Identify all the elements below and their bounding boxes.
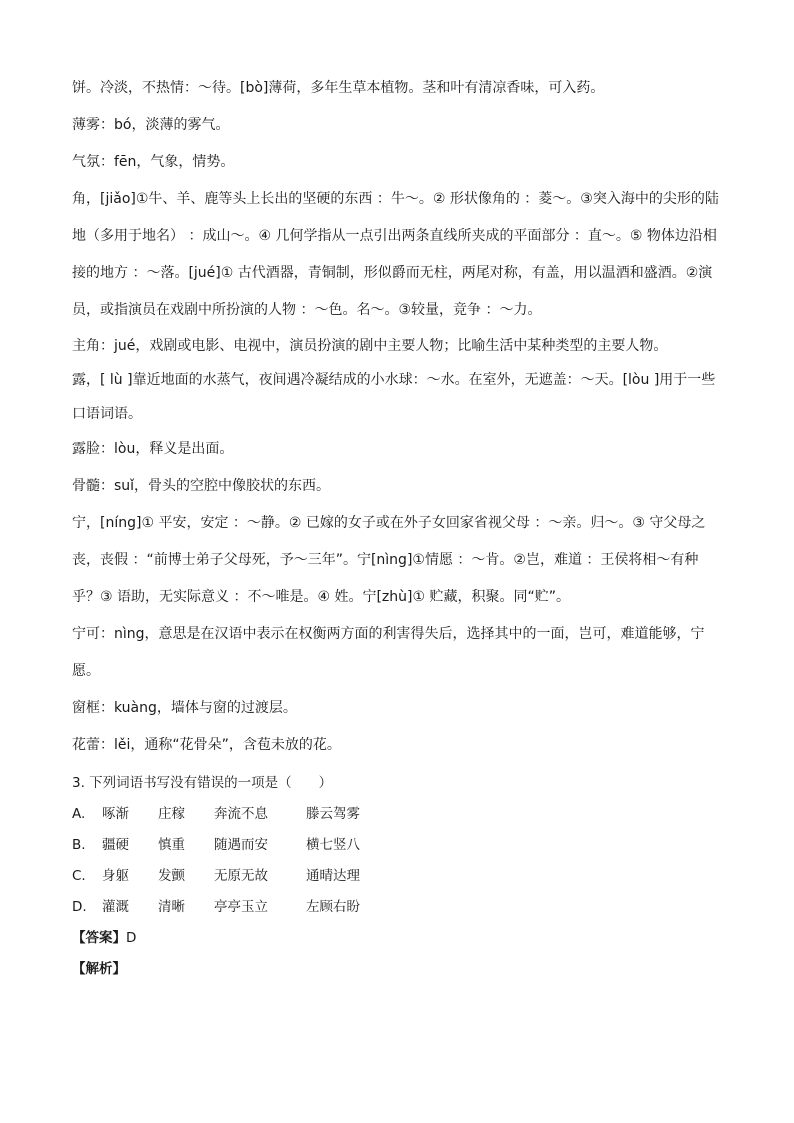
paragraph-ning-definition: 宁，[níng]① 平安，安定 ：～静。② 已嫁的女子或在外子女回家省视父母 ：～亲。归～。③ 守父母之丧，丧假 ：“前博士弟子父母死，予～三年”。宁[nìng]①情愿 ：～肯。②岂，难道 ：王侯将相～有种乎？③ 语助，无实际意义 ：不～唯是。④ 姓。宁[zhù]① 贮藏，积聚。同“贮”。	[72, 515, 706, 605]
option-word: 横七竖八	[306, 837, 360, 853]
option-word: 啄渐	[102, 806, 129, 822]
question-options	[72, 799, 722, 923]
paragraph-bao-definition: 饼。冷淡，不热情：～待。[bò]薄荷，多年生草本植物。茎和叶有清凉香味，可入药。	[72, 80, 605, 96]
paragraph-ningke: 宁可：nìng，意思是在汉语中表示在权衡两方面的利害得失后，选择其中的一面，岂可，难道能够，宁愿。	[72, 626, 705, 679]
option-c	[72, 861, 722, 892]
analysis-line	[72, 954, 722, 985]
answer-line	[72, 923, 722, 954]
option-word: 疆硬	[102, 837, 129, 853]
option-word: 慎重	[158, 837, 185, 853]
option-letter: C.	[72, 868, 86, 884]
option-word: 清晰	[158, 899, 185, 915]
option-letter: A.	[72, 806, 86, 822]
option-word: 身躯	[102, 868, 129, 884]
paragraph-qifen: 气氛：fēn，气象，情势。	[72, 154, 235, 170]
paragraph-lu-definition: 露，[ lù ]靠近地面的水蒸气，夜间遇冷凝结成的小水球：～水。在室外，无遮盖：～天。[lòu ]用于一些口语词语。	[72, 372, 716, 422]
option-word: 亭亭玉立	[214, 899, 268, 915]
paragraph-bowu: 薄雾：bó，淡薄的雾气。	[72, 117, 230, 133]
analysis-tag: 【解析】	[72, 961, 126, 977]
option-letter: B.	[72, 837, 86, 853]
option-a	[72, 799, 722, 830]
option-word: 无原无故	[214, 868, 268, 884]
option-word: 滕云驾雾	[306, 806, 360, 822]
option-word: 随遇而安	[214, 837, 268, 853]
answer-tag: 【答案】	[72, 930, 126, 946]
paragraph-chuangkuang: 窗框：kuàng，墙体与窗的过渡层。	[72, 700, 297, 716]
paragraph-gusui: 骨髓：suǐ，骨头的空腔中像胶状的东西。	[72, 478, 331, 494]
option-letter: D.	[72, 899, 87, 915]
option-word: 奔流不息	[214, 806, 268, 822]
paragraph-loulian: 露脸：lòu，释义是出面。	[72, 441, 234, 457]
option-word: 灌溉	[102, 899, 129, 915]
option-word: 左顾右盼	[306, 899, 360, 915]
answer-value: D	[126, 930, 137, 946]
option-word: 通晴达理	[306, 868, 360, 884]
paragraph-jiao-definition: 角，[jiǎo]①牛、羊、鹿等头上长出的坚硬的东西 ：牛～。② 形状像角的 ：菱～。③突入海中的尖形的陆地（多用于地名） ：成山～。④ 几何学指从一点引出两条直线所夹成的平面部分 ：直～。⑤ 物体边沿相接的地方 ：～落。[jué]① 古代酒器，青铜制，形似爵而无柱，两尾对称，有盖，用以温酒和盛酒。②演员，或指演员在戏剧中所扮演的人物 ：～色。名～。③较量，竞争 ：～力。	[72, 191, 719, 318]
question-stem: 3. 下列词语书写没有错误的一项是（ ）	[72, 775, 333, 791]
paragraph-zhujue: 主角：jué，戏剧或电影、电视中，演员扮演的剧中主要人物；比喻生活中某种类型的主要人物。	[72, 338, 668, 354]
option-word: 发颤	[158, 868, 185, 884]
option-b	[72, 830, 722, 861]
paragraph-hualei: 花蕾：lěi，通称“花骨朵”，含苞未放的花。	[72, 737, 341, 753]
option-word: 庄稼	[158, 806, 185, 822]
option-d	[72, 892, 722, 923]
